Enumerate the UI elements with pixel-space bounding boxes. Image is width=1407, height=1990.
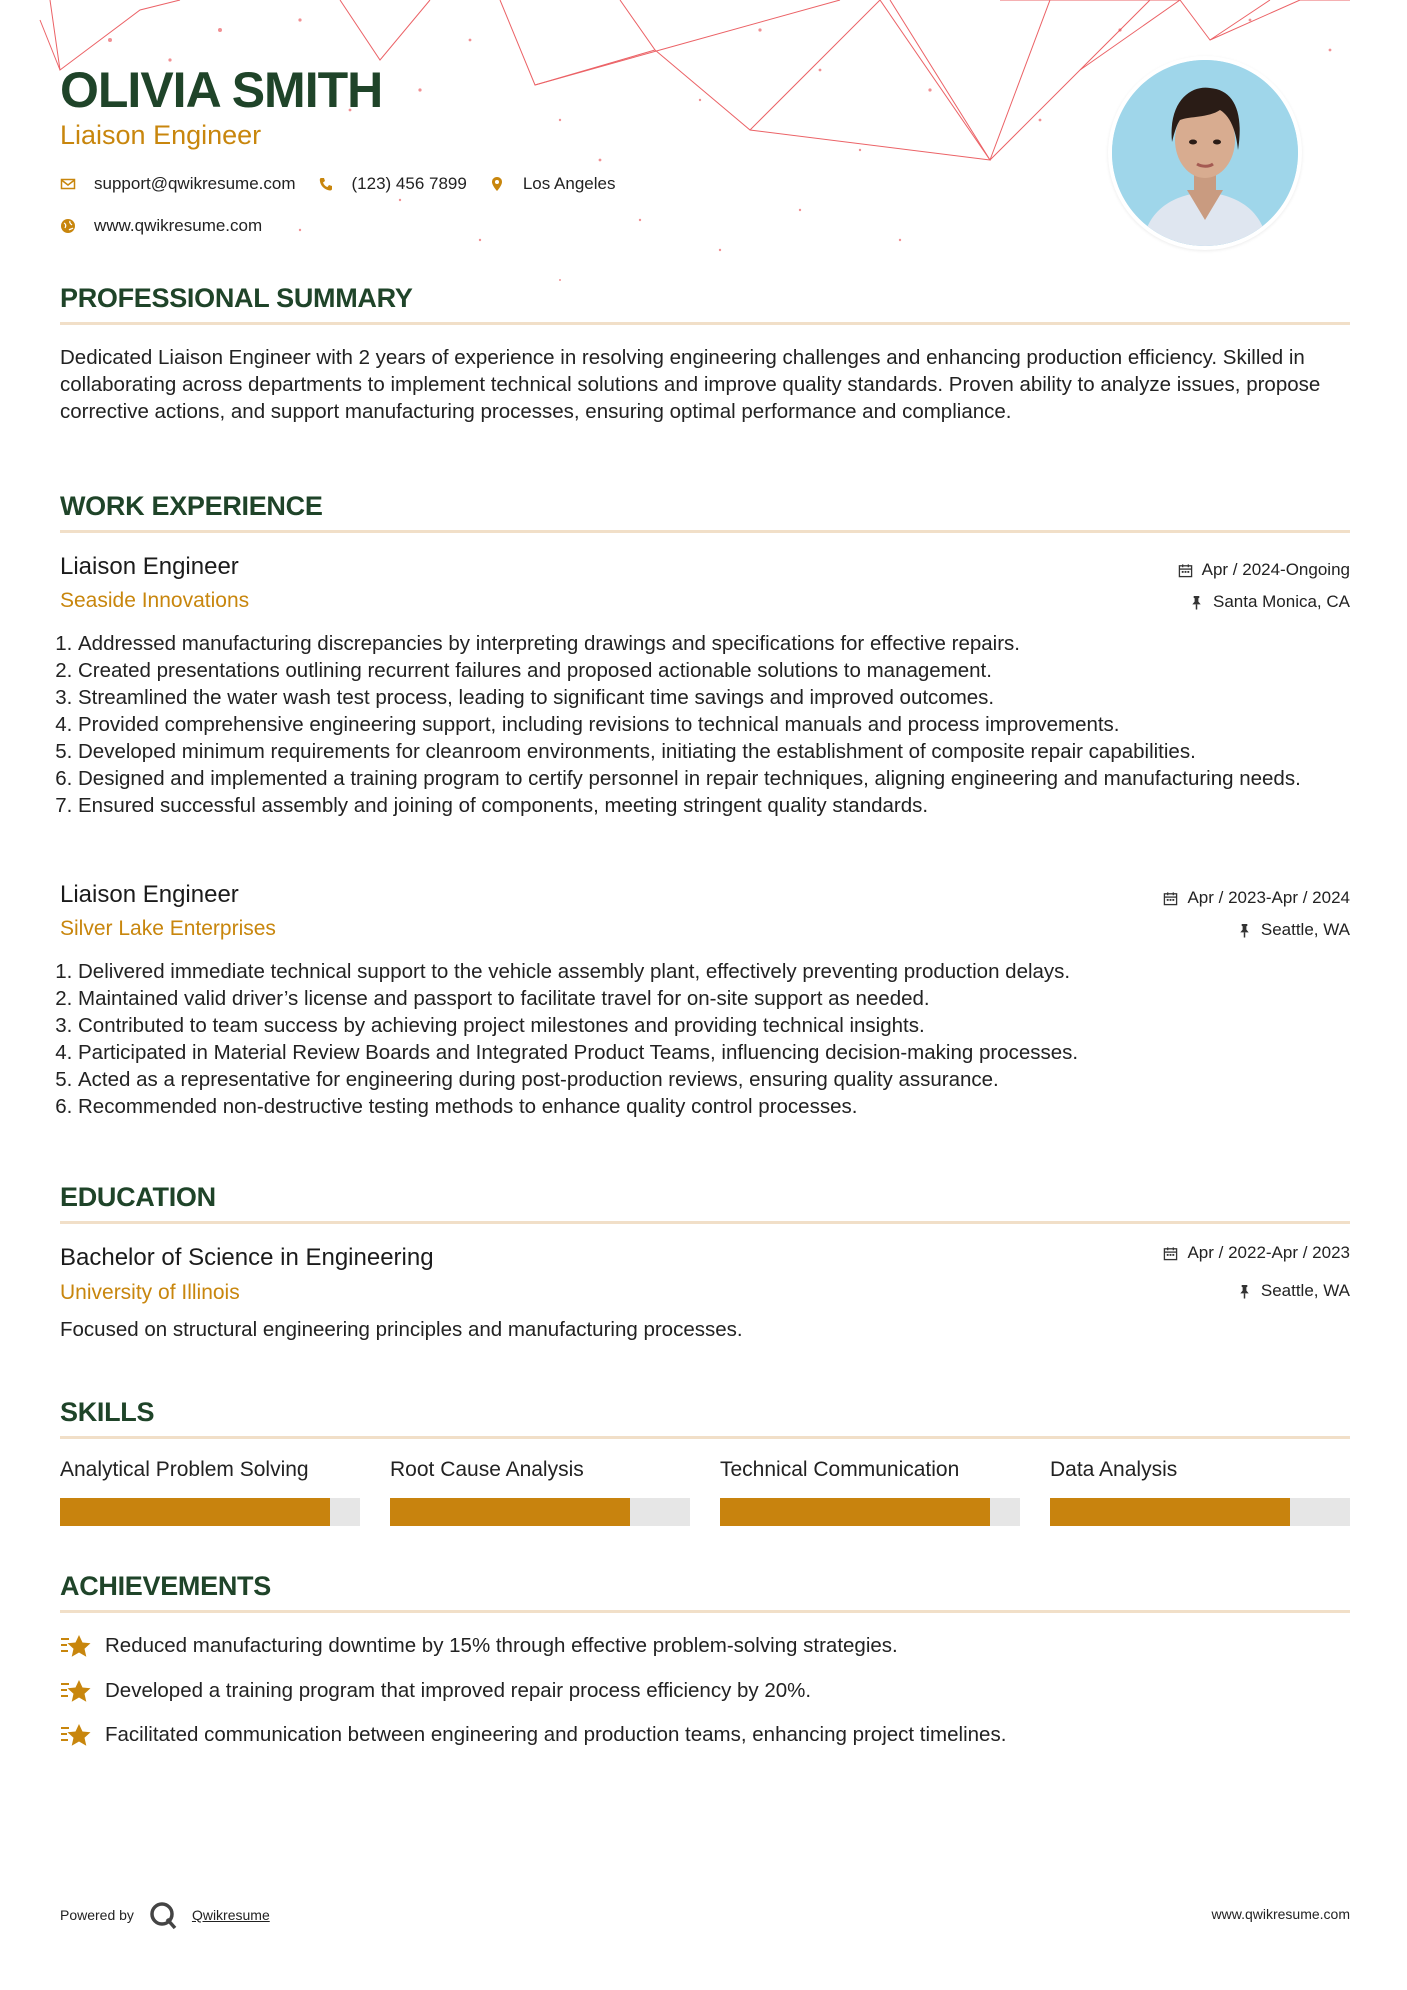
star-badge-icon <box>60 1632 92 1660</box>
job-company: Seaside Innovations <box>60 589 250 612</box>
job-location-text: Santa Monica, CA <box>1212 592 1350 611</box>
location-text: Los Angeles <box>522 174 616 193</box>
calendar-icon <box>1178 563 1193 578</box>
contact-phone[interactable] <box>318 174 467 194</box>
skill-bar <box>60 1498 360 1526</box>
list-item: 1. Delivered immediate technical support to the vehicle assembly plant, effectively preventing production delays. <box>78 958 1368 985</box>
job-location-text: Seattle, WA <box>1260 920 1350 939</box>
skill-item <box>60 1456 360 1526</box>
envelope-icon <box>60 176 76 192</box>
candidate-title: Liaison Engineer <box>60 120 262 150</box>
list-item: 6. Recommended non-destructive testing methods to enhance quality control processes. <box>78 1093 1368 1120</box>
summary-text: Dedicated Liaison Engineer with 2 years of experience in resolving engineering challenges and enhancing production efficiency. Skilled in collaborating across departments to implement technical solutions and improve quality standards. Proven ability to analyze issues, propose corrective actions, and support manufacturing processes, ensuring optimal performance and compliance. <box>60 346 1321 423</box>
list-item: 5. Acted as a representative for engineering during post-production reviews, ensuring quality assurance. <box>78 1066 1368 1093</box>
achievements-heading: ACHIEVEMENTS <box>60 1571 271 1601</box>
qwikresume-logo-icon <box>148 1900 178 1930</box>
experience-divider <box>60 530 1350 533</box>
map-pin-icon <box>489 176 505 192</box>
skills-heading: SKILLS <box>60 1397 155 1427</box>
avatar <box>1108 56 1302 250</box>
contact-row-primary <box>60 174 637 194</box>
list-item: 5. Developed minimum requirements for cleanroom environments, initiating the establishment of composite repair capabilities. <box>78 738 1368 765</box>
footer-website[interactable]: www.qwikresume.com <box>1211 1906 1350 1922</box>
skill-item <box>720 1456 1020 1526</box>
skill-bar <box>1050 1498 1350 1526</box>
education-description: Focused on structural engineering principles and manufacturing processes. <box>60 1318 743 1341</box>
footer-powered-by <box>60 1900 270 1930</box>
job-location <box>1237 919 1350 941</box>
globe-icon <box>60 218 76 234</box>
education-divider <box>60 1221 1350 1224</box>
list-item: 1. Addressed manufacturing discrepancies by interpreting drawings and specifications for effective repairs. <box>78 630 1368 657</box>
education-dates-text: Apr / 2022-Apr / 2023 <box>1187 1243 1350 1262</box>
job-dates <box>1163 887 1350 909</box>
skills-list <box>60 1456 1350 1526</box>
skills-divider <box>60 1436 1350 1439</box>
education-location <box>1237 1280 1350 1302</box>
summary-heading: PROFESSIONAL SUMMARY <box>60 283 413 313</box>
contact-row-secondary <box>60 216 284 236</box>
profile-photo-illustration <box>1112 60 1298 246</box>
star-badge-icon <box>60 1677 92 1705</box>
skill-bar-fill <box>60 1498 330 1526</box>
education-location-text: Seattle, WA <box>1260 1281 1350 1300</box>
achievement-item <box>60 1721 1006 1749</box>
star-badge-icon <box>60 1721 92 1749</box>
achievement-item <box>60 1632 898 1660</box>
website-text: www.qwikresume.com <box>94 216 263 235</box>
skill-bar <box>390 1498 690 1526</box>
job-bullet-list <box>60 958 1368 1120</box>
skill-bar-fill <box>390 1498 630 1526</box>
skill-item <box>390 1456 690 1526</box>
education-dates <box>1163 1242 1350 1264</box>
job-dates-text: Apr / 2023-Apr / 2024 <box>1187 888 1350 907</box>
list-item: 7. Ensured successful assembly and joining of components, meeting stringent quality standards. <box>78 792 1368 819</box>
qwikresume-link[interactable]: Qwikresume <box>191 1907 270 1923</box>
experience-heading: WORK EXPERIENCE <box>60 491 323 521</box>
skill-bar-fill <box>1050 1498 1290 1526</box>
skill-label: Analytical Problem Solving <box>60 1458 309 1481</box>
skill-bar <box>720 1498 1020 1526</box>
calendar-icon <box>1163 1246 1178 1261</box>
list-item: 3. Streamlined the water wash test process, leading to significant time savings and improved outcomes. <box>78 684 1368 711</box>
achievement-text: Developed a training program that improved repair process efficiency by 20%. <box>105 1679 812 1702</box>
job-location <box>1189 591 1350 613</box>
pushpin-icon <box>1237 1284 1252 1299</box>
job-dates <box>1178 559 1350 581</box>
job-bullet-list <box>60 630 1368 819</box>
skill-item <box>1050 1456 1350 1526</box>
powered-by-label: Powered by <box>60 1907 134 1923</box>
email-text: support@qwikresume.com <box>94 174 296 193</box>
list-item: 2. Maintained valid driver’s license and passport to facilitate travel for on-site support as needed. <box>78 985 1368 1012</box>
pushpin-icon <box>1237 923 1252 938</box>
contact-email[interactable] <box>60 174 296 194</box>
pushpin-icon <box>1189 595 1204 610</box>
achievements-divider <box>60 1610 1350 1613</box>
achievement-text: Reduced manufacturing downtime by 15% through effective problem-solving strategies. <box>105 1634 898 1657</box>
list-item: 4. Provided comprehensive engineering support, including revisions to technical manuals and process improvements. <box>78 711 1368 738</box>
education-school: University of Illinois <box>60 1281 240 1304</box>
education-degree: Bachelor of Science in Engineering <box>60 1244 434 1271</box>
job-title: Liaison Engineer <box>60 553 239 580</box>
contact-location <box>489 174 616 194</box>
skill-bar-fill <box>720 1498 990 1526</box>
job-dates-text: Apr / 2024-Ongoing <box>1201 560 1350 579</box>
job-title: Liaison Engineer <box>60 881 239 908</box>
contact-website[interactable] <box>60 216 262 236</box>
list-item: 3. Contributed to team success by achieving project milestones and providing technical insights. <box>78 1012 1368 1039</box>
list-item: 4. Participated in Material Review Boards and Integrated Product Teams, influencing decision-making processes. <box>78 1039 1368 1066</box>
education-heading: EDUCATION <box>60 1182 216 1212</box>
achievement-item <box>60 1677 811 1705</box>
skill-label: Root Cause Analysis <box>390 1458 584 1481</box>
list-item: 6. Designed and implemented a training program to certify personnel in repair techniques, aligning engineering and manufacturing needs. <box>78 765 1368 792</box>
list-item: 2. Created presentations outlining recurrent failures and proposed actionable solutions to management. <box>78 657 1368 684</box>
skill-label: Technical Communication <box>720 1458 960 1481</box>
job-company: Silver Lake Enterprises <box>60 917 276 940</box>
achievement-text: Facilitated communication between engineering and production teams, enhancing project timelines. <box>105 1723 1007 1746</box>
phone-icon <box>318 176 334 192</box>
summary-divider <box>60 322 1350 325</box>
candidate-name: OLIVIA SMITH <box>60 62 383 118</box>
skill-label: Data Analysis <box>1050 1458 1178 1481</box>
calendar-icon <box>1163 891 1178 906</box>
phone-text: (123) 456 7899 <box>351 174 467 193</box>
